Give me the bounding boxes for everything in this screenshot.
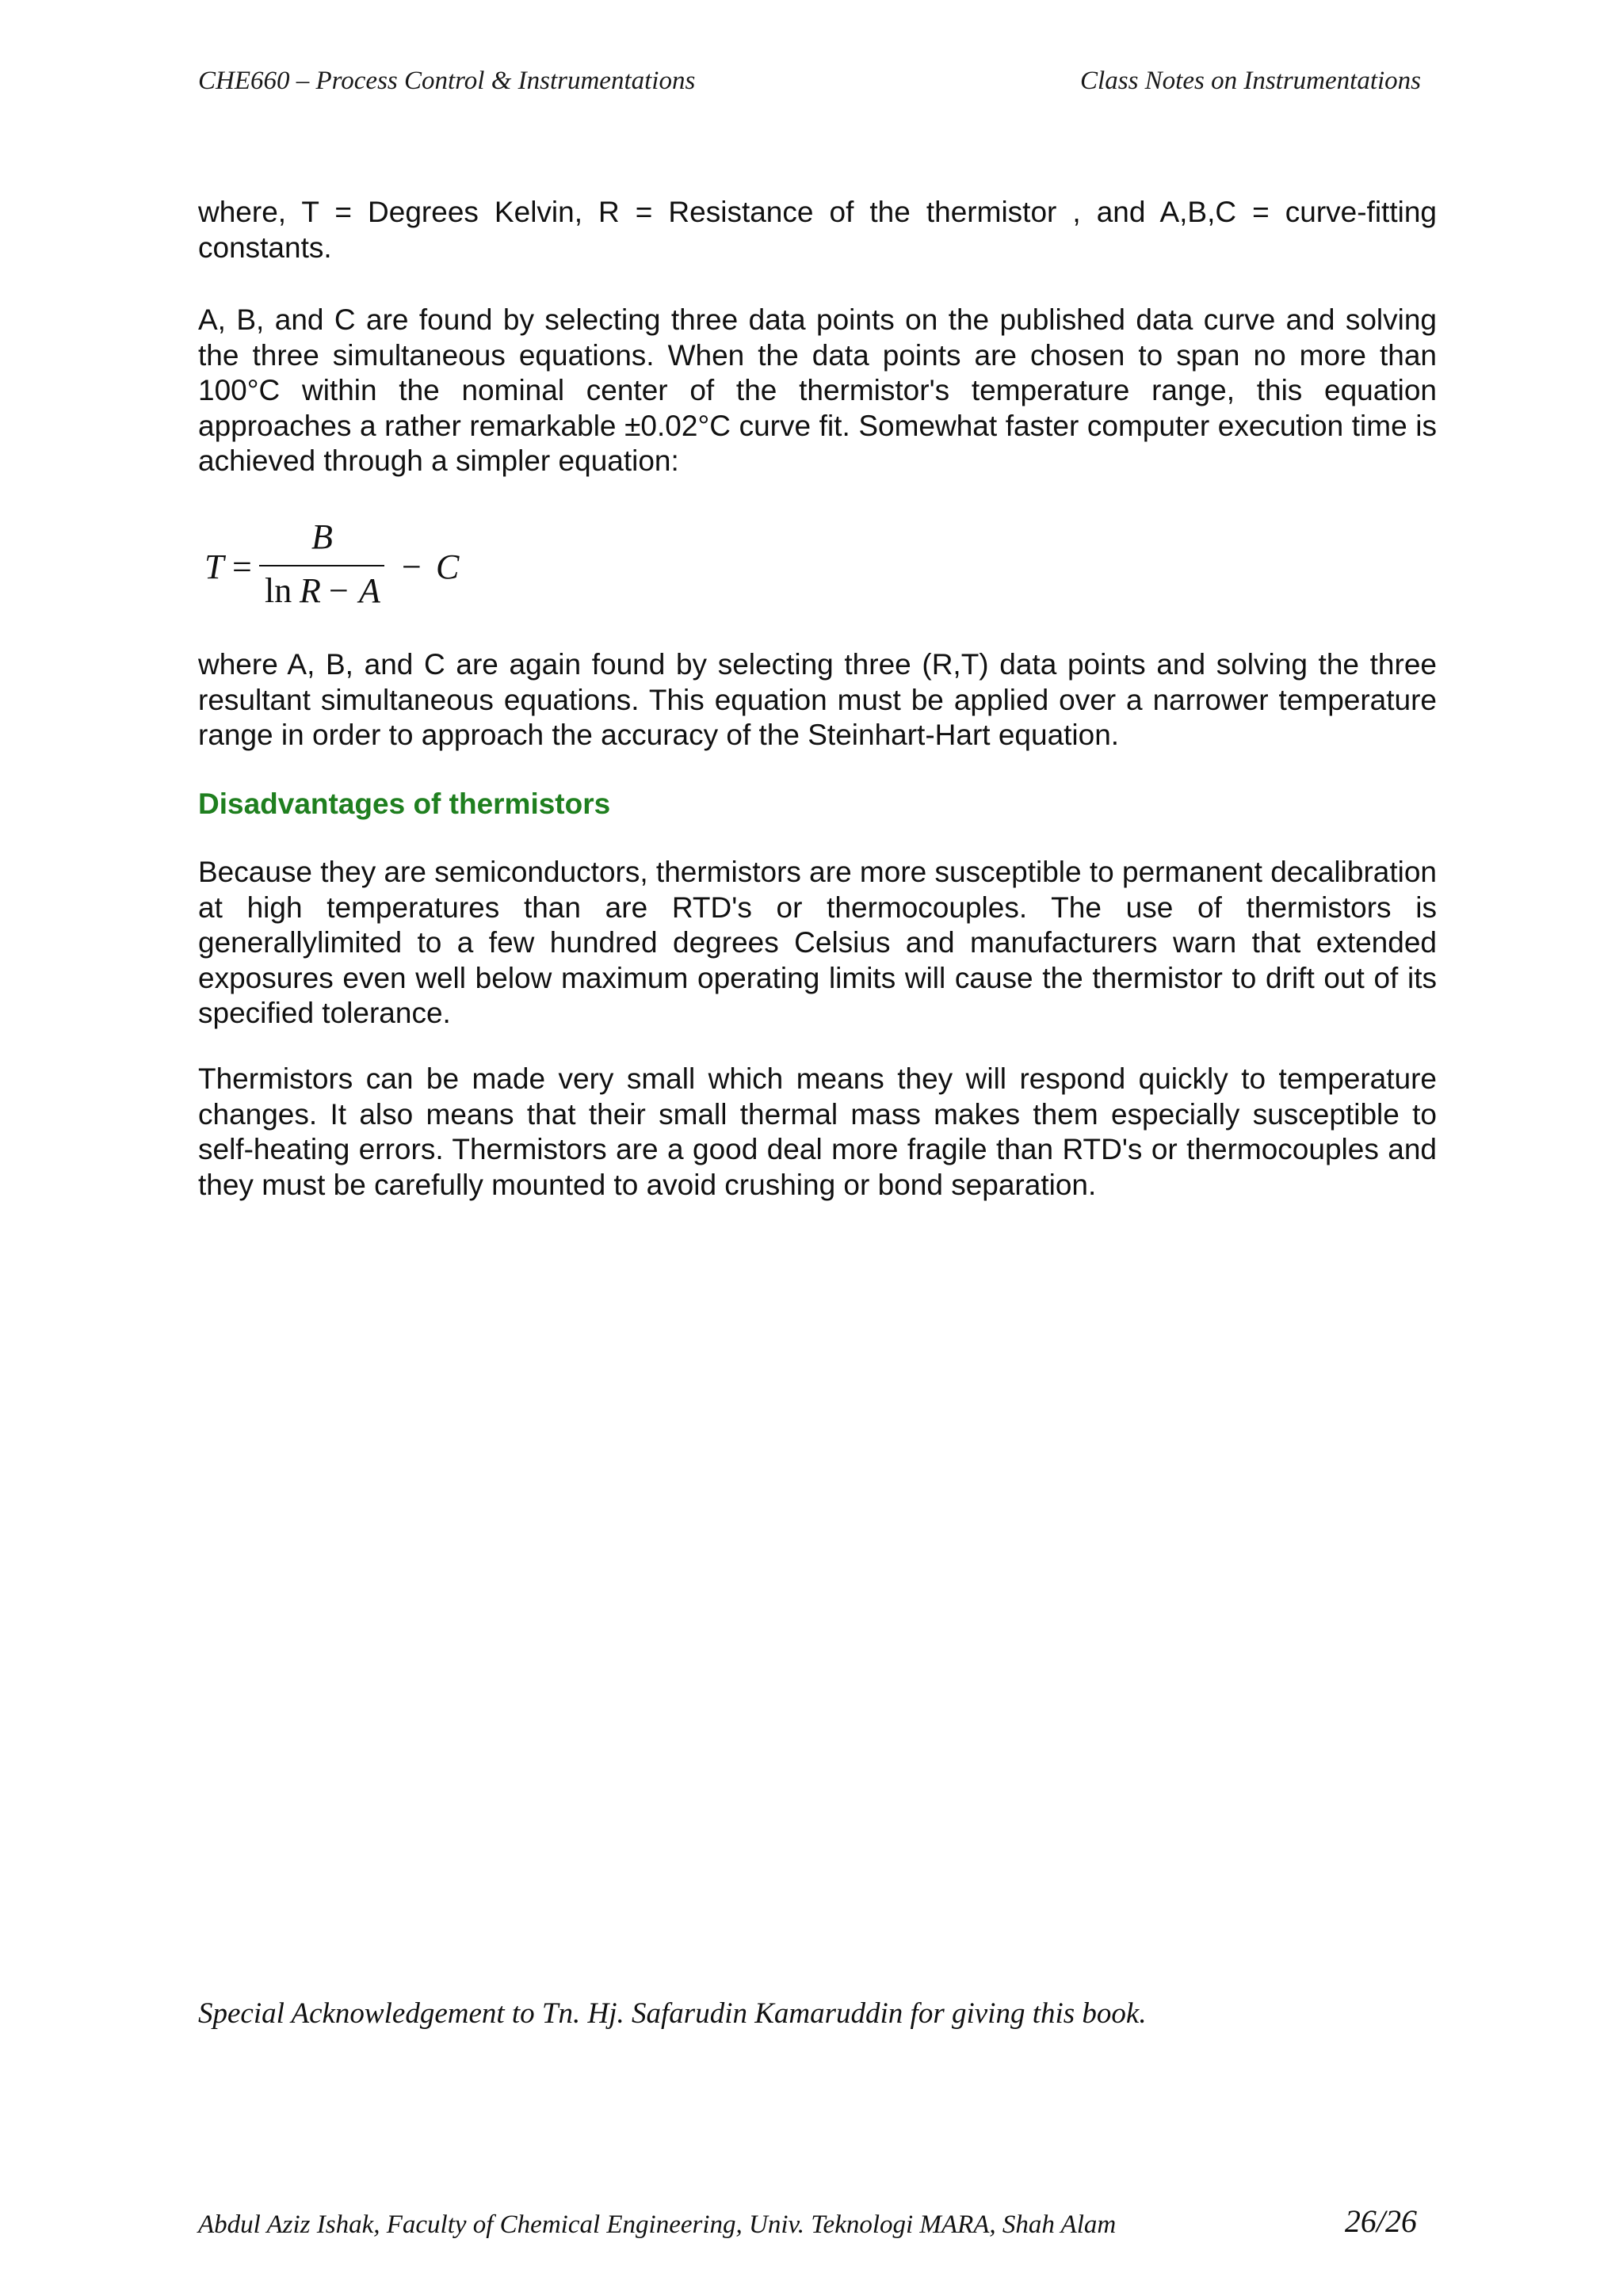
solving-paragraph: A, B, and C are found by selecting three data points on the published data curve and solving the three simultaneous equations. When the data points are chosen to span no more than 100°C within the nominal center of the thermistor's temperature range, this equation approaches a rather remarkable ±0.02°C curve fit. Somewhat faster computer execution time is achieved through a simpler equation: (198, 303, 1437, 477)
equation-minus: − (402, 547, 422, 586)
page-number: 26/26 (1344, 2203, 1417, 2239)
definitions-paragraph: where, T = Degrees Kelvin, R = Resistance of the thermistor , and A,B,C = curve-fitting constants. (198, 196, 1437, 264)
running-header (198, 67, 1421, 106)
equation-constant: C (436, 547, 460, 586)
notes-title: Class Notes on Instrumentations (1080, 67, 1421, 95)
equation-lhs: T (204, 547, 224, 586)
decalibration-paragraph: Because they are semiconductors, thermistors are more susceptible to permanent decalibration at high temperatures than are RTD's or thermocouples. The use of thermistors is generallylimited to a few hundred degrees Celsius and manufacturers warn that extended exposures even well below maximum operating limits will cause the thermistor to drift out of its specified tolerance. (198, 856, 1437, 1029)
simplified-equation (198, 515, 483, 618)
running-footer (198, 2203, 1417, 2250)
acknowledgement: Special Acknowledgement to Tn. Hj. Safarudin Kamaruddin for giving this book. (198, 1997, 1147, 2030)
equation-denominator-minus: − (329, 571, 349, 610)
equation-denominator-a: A (359, 571, 380, 610)
fraction-bar (259, 565, 384, 566)
fragility-paragraph: Thermistors can be made very small which means they will respond quickly to temperature changes. It also means that their small thermal mass makes them especially susceptible to self-heating errors. Thermistors are a good deal more fragile than RTD's or thermocouples and they must be carefully mounted to avoid crushing or bond separation. (198, 1062, 1437, 1201)
footer-author: Abdul Aziz Ishak, Faculty of Chemical Engineering, Univ. Teknologi MARA, Shah Alam (198, 2210, 1117, 2239)
equation-numerator: B (311, 517, 333, 556)
section-heading: Disadvantages of thermistors (198, 788, 611, 820)
simpler-equation-paragraph: where A, B, and C are again found by selecting three (R,T) data points and solving the three resultant simultaneous equations. This equation must be applied over a narrower temperature range in order to approach the accuracy of the Steinhart-Hart equation. (198, 648, 1437, 751)
course-title: CHE660 – Process Control & Instrumentations (198, 67, 696, 95)
equation-equals: = (232, 547, 252, 586)
equation-denominator-r: R (300, 571, 321, 610)
equation-ln: ln (265, 571, 292, 610)
